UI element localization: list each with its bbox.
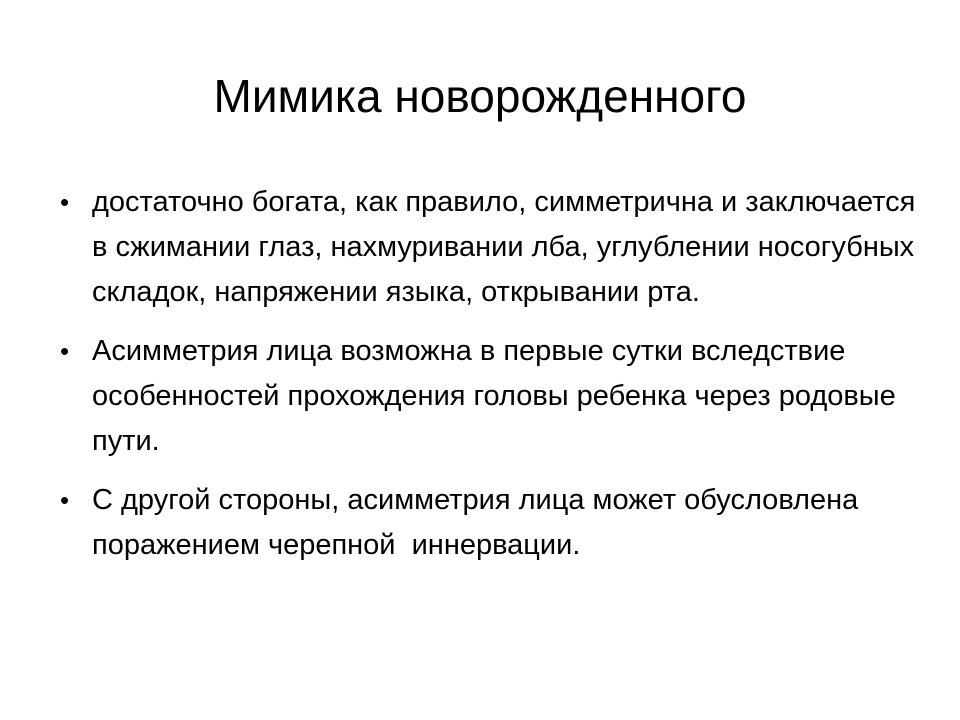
bullet-list <box>60 180 924 582</box>
bullet-text: С другой стороны, асимметрия лица может обусловлена поражением черепной иннервации. <box>92 484 867 561</box>
bullet-text: достаточно богата, как правило, симметрична и заключается в сжимании глаз, нахмуривании лба, углублении носогубных складок, напряжении языка, открывании рта. <box>92 186 924 308</box>
bullet-item <box>60 329 920 464</box>
bullet-item <box>60 478 920 568</box>
bullet-text: Асимметрия лица возможна в первые сутки вследствие особенностей прохождения головы ребенка через родовые пути. <box>92 335 904 457</box>
slide-title: Мимика новорожденного <box>213 70 747 122</box>
bullet-icon: • <box>60 336 70 366</box>
bullet-item <box>60 180 924 315</box>
bullet-icon: • <box>60 187 70 217</box>
bullet-icon: • <box>60 485 70 515</box>
